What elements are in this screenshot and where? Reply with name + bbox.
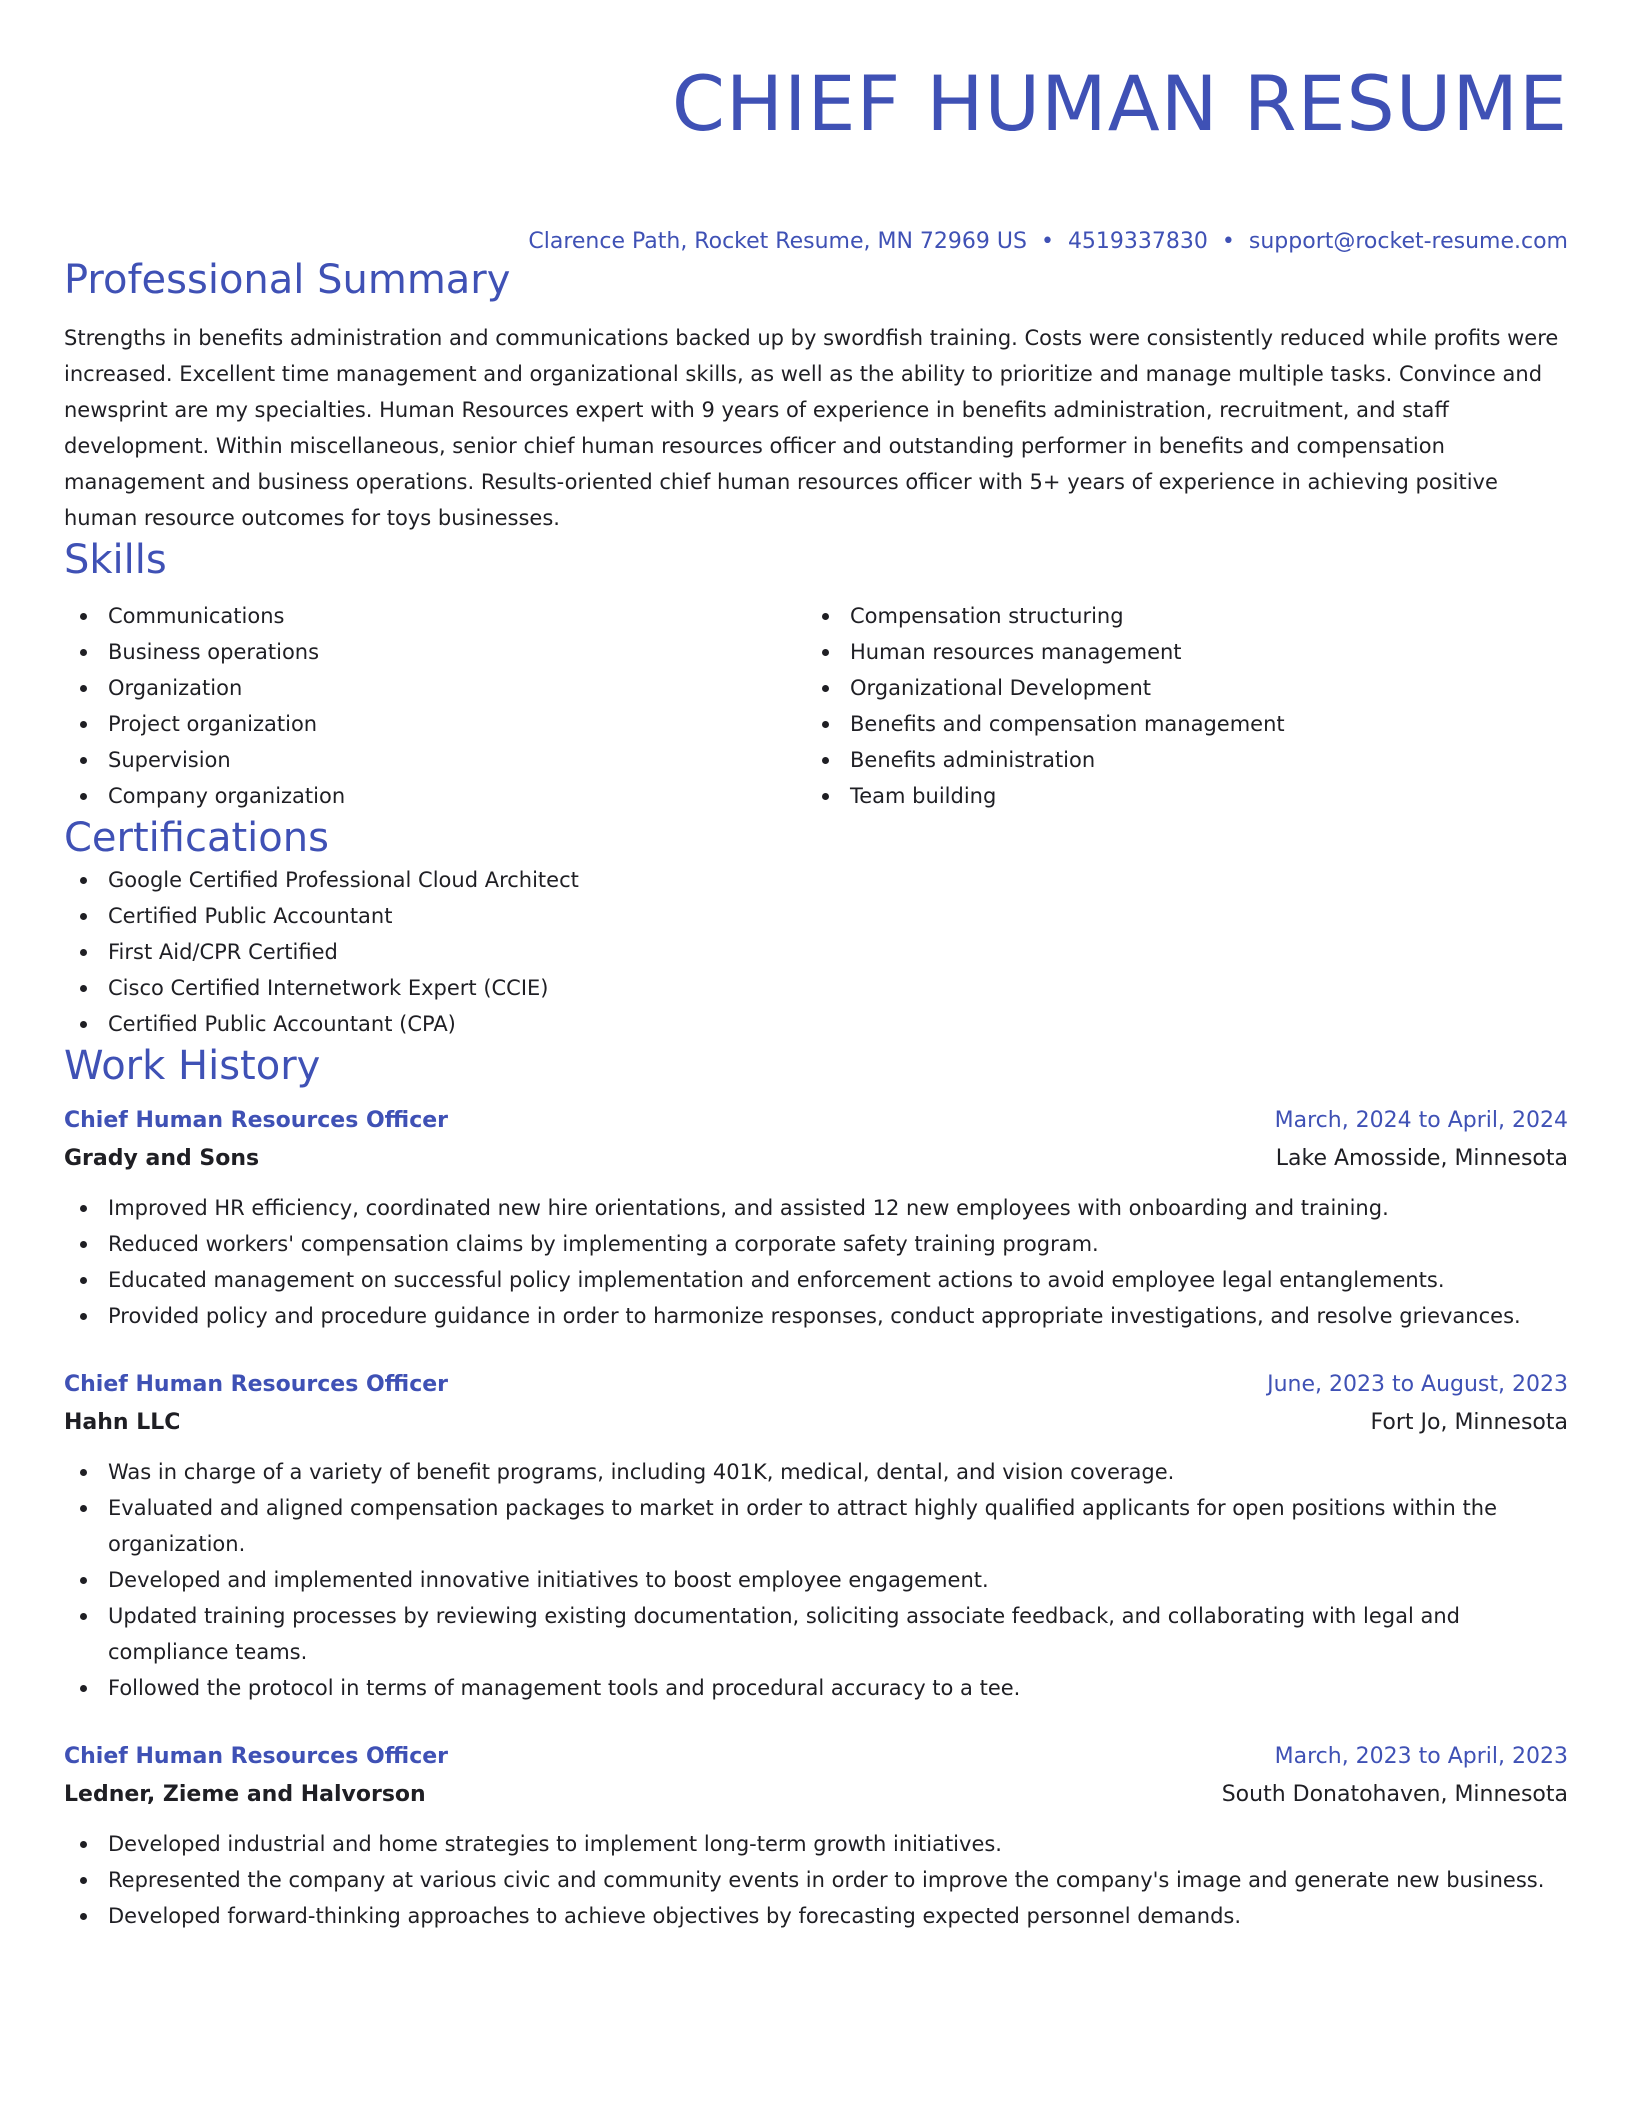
job-bullet: Followed the protocol in terms of management tools and procedural accuracy to a tee. (64, 1670, 1568, 1706)
job-company-row (64, 1140, 1568, 1178)
job-entry (64, 1738, 1568, 1934)
contact-phone: 4519337830 (1067, 229, 1208, 254)
skill-item: Benefits and compensation management (806, 706, 1548, 742)
job-bullet: Developed forward-thinking approaches to achieve objectives by forecasting expected personnel demands. (64, 1898, 1568, 1934)
contact-separator: • (1221, 229, 1235, 254)
skill-item: Team building (806, 778, 1548, 814)
job-bullet: Was in charge of a variety of benefit programs, including 401K, medical, dental, and vision coverage. (64, 1454, 1568, 1490)
job-dates: March, 2024 to April, 2024 (1274, 1108, 1568, 1133)
certification-item: First Aid/CPR Certified (64, 934, 1568, 970)
skills-columns (64, 598, 1568, 814)
skill-item: Compensation structuring (806, 598, 1548, 634)
contact-email: support@rocket-resume.com (1248, 229, 1568, 254)
job-company: Grady and Sons (64, 1146, 260, 1171)
contact-line (64, 228, 1568, 256)
summary-text: Strengths in benefits administration and communications backed up by swordfish training. Costs were consistently reduced while profits were increased. Excellent time management and organizational skills, as well as the ability to prioritize and manage multiple tasks. Convince and newsprint are my specialties. Human Resources expert with 9 years of experience in benefits administration, recruitment, and staff development. Within miscellaneous, senior chief human resources officer and outstanding performer in benefits and compensation management and business operations. Results-oriented chief human resources officer with 5+ years of experience in achieving positive human resource outcomes for toys businesses. (64, 326, 1559, 530)
job-header-row (64, 1366, 1568, 1404)
job-location: South Donatohaven, Minnesota (1221, 1782, 1568, 1807)
job-title: Chief Human Resources Officer (64, 1372, 449, 1397)
section-title-work-history: Work History (64, 1043, 321, 1089)
job-bullets (64, 1826, 1568, 1934)
job-location: Lake Amosside, Minnesota (1275, 1146, 1568, 1171)
job-company: Hahn LLC (64, 1410, 181, 1435)
certification-item: Google Certified Professional Cloud Architect (64, 862, 1568, 898)
job-location: Fort Jo, Minnesota (1370, 1410, 1568, 1435)
job-company-row (64, 1404, 1568, 1442)
job-bullet: Developed industrial and home strategies to implement long-term growth initiatives. (64, 1826, 1568, 1862)
job-dates: March, 2023 to April, 2023 (1274, 1744, 1568, 1769)
skill-item: Communications (64, 598, 806, 634)
job-bullet: Updated training processes by reviewing existing documentation, soliciting associate feedback, and collaborating with legal and compliance teams. (64, 1598, 1568, 1670)
certification-item: Cisco Certified Internetwork Expert (CCIE) (64, 970, 1568, 1006)
job-company: Ledner, Zieme and Halvorson (64, 1782, 426, 1807)
resume-header (64, 52, 1568, 256)
job-entry (64, 1102, 1568, 1334)
certification-item: Certified Public Accountant (CPA) (64, 1006, 1568, 1042)
skills-list-right (806, 598, 1548, 814)
contact-separator: • (1040, 229, 1054, 254)
section-title-certifications: Certifications (64, 815, 329, 861)
skill-item: Project organization (64, 706, 806, 742)
skill-item: Supervision (64, 742, 806, 778)
skill-item: Organizational Development (806, 670, 1548, 706)
skill-item: Benefits administration (806, 742, 1548, 778)
job-bullets (64, 1454, 1568, 1706)
job-company-row (64, 1776, 1568, 1814)
skills-list-left (64, 598, 806, 814)
skill-item: Business operations (64, 634, 806, 670)
job-header-row (64, 1102, 1568, 1140)
job-bullet: Improved HR efficiency, coordinated new hire orientations, and assisted 12 new employees with onboarding and training. (64, 1190, 1568, 1226)
skill-item: Company organization (64, 778, 806, 814)
job-bullet: Represented the company at various civic and community events in order to improve the company's image and generate new business. (64, 1862, 1568, 1898)
job-bullet: Developed and implemented innovative initiatives to boost employee engagement. (64, 1562, 1568, 1598)
section-title-summary: Professional Summary (64, 257, 511, 303)
job-bullet: Evaluated and aligned compensation packages to market in order to attract highly qualified applicants for open positions within the organization. (64, 1490, 1568, 1562)
candidate-name: CHIEF HUMAN RESUME (671, 59, 1568, 148)
job-header-row (64, 1738, 1568, 1776)
skill-item: Organization (64, 670, 806, 706)
job-bullets (64, 1190, 1568, 1334)
job-bullet: Reduced workers' compensation claims by implementing a corporate safety training program. (64, 1226, 1568, 1262)
certifications-list (64, 862, 1568, 1042)
section-title-skills: Skills (64, 537, 167, 583)
contact-address: Clarence Path, Rocket Resume, MN 72969 US (528, 229, 1027, 254)
job-entry (64, 1366, 1568, 1706)
job-title: Chief Human Resources Officer (64, 1744, 449, 1769)
job-bullet: Provided policy and procedure guidance in order to harmonize responses, conduct appropriate investigations, and resolve grievances. (64, 1298, 1568, 1334)
certification-item: Certified Public Accountant (64, 898, 1568, 934)
job-dates: June, 2023 to August, 2023 (1267, 1372, 1568, 1397)
skill-item: Human resources management (806, 634, 1548, 670)
job-title: Chief Human Resources Officer (64, 1108, 449, 1133)
job-bullet: Educated management on successful policy implementation and enforcement actions to avoid employee legal entanglements. (64, 1262, 1568, 1298)
